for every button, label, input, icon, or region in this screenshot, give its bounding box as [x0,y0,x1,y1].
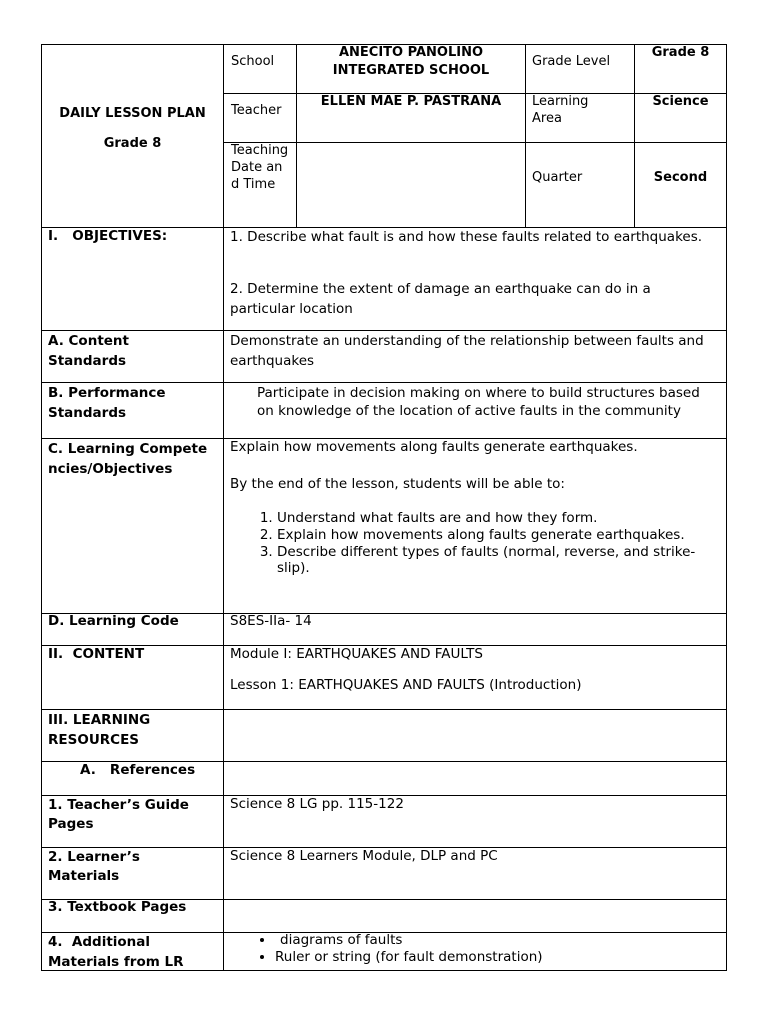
list-item: • Ruler or string (for fault demonstration) [275,949,723,966]
additional-materials-bullets [223,932,723,966]
learning-resources-value-cell [223,709,727,762]
teacher-value: ELLEN MAE P. PASTRANA [320,94,502,109]
learning-code-label: D. Learning Code [48,613,179,629]
list-item: 3. Describe different types of faults (normal, reverse, and strike-slip). [277,544,710,578]
date-value-cell [296,142,526,228]
competencies-label-text: C. Learning Competencies/Objectives [48,441,208,477]
school-value: ANECITO PANOLINO INTEGRATED SCHOOL [332,45,490,78]
performance-standards-label: B. Performance Standards [48,385,166,421]
list-item: • diagrams of faults [275,932,723,949]
teachers-guide-value: Science 8 LG pp. 115-122 [230,796,404,812]
quarter-value: Second [653,170,708,185]
grade-level-label: Grade Level [532,54,611,69]
date-label-text: Teaching Date and Time [231,143,289,192]
content-standards-value: Demonstrate an understanding of the relationship between faults and earthquakes [230,333,704,369]
learners-materials-value: Science 8 Learners Module, DLP and PC [230,848,498,864]
teachers-guide-label: 1. Teacher’s Guide Pages [48,797,189,832]
content-line-1: Module I: EARTHQUAKES AND FAULTS [230,646,483,662]
learners-materials-label: 2. Learner’s Materials [48,849,140,884]
additional-materials-label: 4. Additional Materials from LR [48,934,184,970]
school-label: School [231,54,275,69]
competencies-intro: Explain how movements along faults generate earthquakes. [230,439,638,455]
plan-grade: Grade 8 [103,136,162,151]
objectives-label: I. OBJECTIVES: [48,228,168,244]
references-label: A. References [80,762,196,778]
grade-level-value: Grade 8 [651,45,710,60]
performance-standards-value: Participate in decision making on where to build structures based on knowledge of the location of active faults in the community [257,385,700,419]
learning-resources-label: III. LEARNING RESOURCES [48,712,151,748]
competencies-lead: By the end of the lesson, students will be able to: [230,476,565,492]
teacher-label: Teacher [231,103,282,118]
competencies-ordered-list [230,510,710,577]
learning-area-value: Science [652,94,709,109]
textbook-label: 3. Textbook Pages [48,899,187,915]
plan-title: DAILY LESSON PLAN [59,106,206,121]
objective-item-1: 1. Describe what fault is and how these faults related to earthquakes. [230,229,703,245]
date-label [231,142,291,193]
additional-materials-list [223,932,723,966]
quarter-label: Quarter [532,170,583,185]
references-value-cell [223,761,727,796]
content-standards-label: A. Content Standards [48,333,129,369]
learning-code-value: S8ES-IIa- 14 [230,613,312,629]
competencies-list [230,510,710,577]
textbook-value-cell [223,899,727,933]
list-item: 1. Understand what faults are and how they form. [277,510,710,527]
learning-area-label: Learning Area [532,94,589,126]
content-line-2: Lesson 1: EARTHQUAKES AND FAULTS (Introduction) [230,677,582,693]
objective-item-2: 2. Determine the extent of damage an earthquake can do in a particular location [230,281,651,317]
competencies-label [48,439,213,479]
content-label: II. CONTENT [48,646,145,662]
list-item: 2. Explain how movements along faults generate earthquakes. [277,527,710,544]
